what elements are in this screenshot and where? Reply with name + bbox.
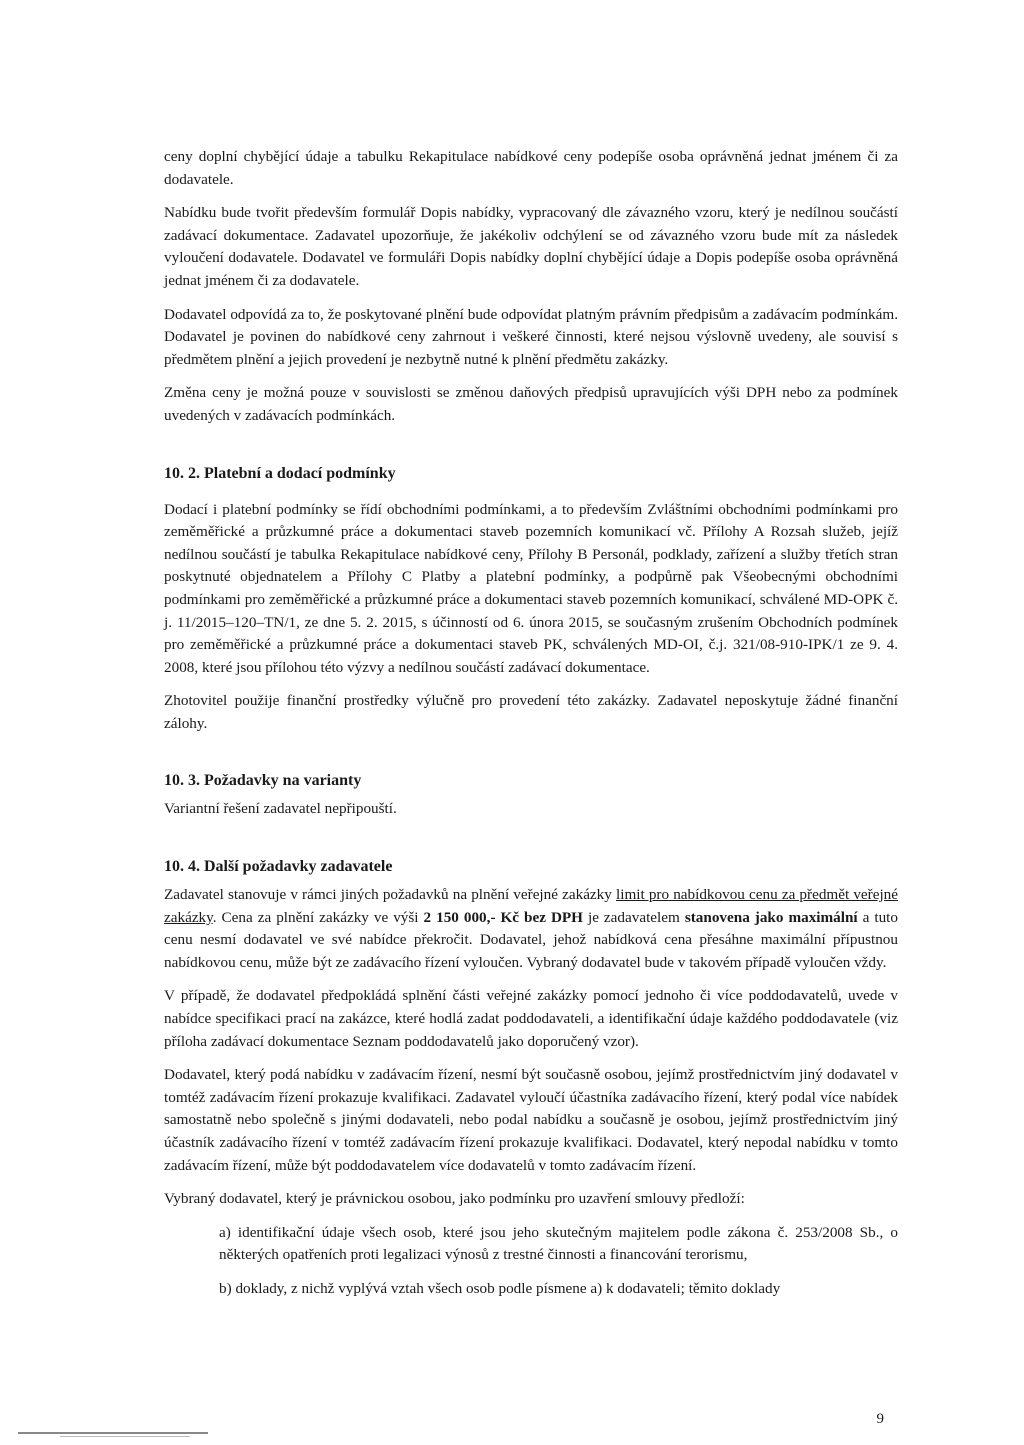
paragraph: ceny doplní chybějící údaje a tabulku Rekapitulace nabídkové ceny podepíše osoba oprávněná jednat jménem či za dodavatele. (164, 148, 898, 188)
paragraph: Dodací i platební podmínky se řídí obchodními podmínkami, a to především Zvláštními obchodními podmínkami pro zeměměřické a průzkumné práce a dokumentaci staveb pozemních komunikací vč. Přílohy A Rozsah služeb, jejíž nedílnou součástí je tabulka Rekapitulace nabídkové ceny, Přílohy B Personál, podklady, zařízení a služby třetích stran poskytnuté objednatelem a Přílohy C Platby a platební podmínky, a podpůrně pak Všeobecnými obchodními podmínkami pro zeměměřické a průzkumné práce a dokumentaci staveb pozemních komunikací, schválené MD-OPK č. j. 11/2015–120–TN/1, ze dne 5. 2. 2015, s účinností od 6. února 2015, se současným zrušením Obchodních podmínek pro zeměměřické a průzkumné práce a dokumentaci staveb PK, schválených MD-OI, č.j. 321/08-910-IPK/1 ze 9. 4. 2008, které jsou přílohou této výzvy a nedílnou součástí zadávací dokumentace. (164, 500, 898, 676)
paragraph: Změna ceny je možná pouze v souvislosti se změnou daňových předpisů upravujících výši DPH nebo za podmínek uvedených v zadávacích podmínkách. (164, 384, 898, 424)
paragraph: V případě, že dodavatel předpokládá splnění části veřejné zakázky pomocí jednoho či více poddodavatelů, uvede v nabídce specifikaci prací na zakázce, které hodlá zadat poddodavateli, a identifikační údaje každého poddodavatele (viz příloha zadávací dokumentace Seznam poddodavatelů jako doporučený vzor). (164, 987, 898, 1050)
paragraph: Dodavatel, který podá nabídku v zadávacím řízení, nesmí být současně osobou, jejímž prostřednictvím jiný dodavatel v tomtéž zadávacím řízení prokazuje kvalifikaci. Zadavatel vyloučí účastníka zadávacího řízení, který podal více nabídek samostatně nebo společně s jinými dodavateli, nebo podal nabídku a současně je osobou, jejímž prostřednictvím jiný účastník zadávacího řízení v tomtéž zadávacím řízení prokazuje kvalifikaci. Dodavatel, který nepodal nabídku v tomto zadávacím řízení, může být poddodavatelem více dodavatelů v tomto zadávacím řízení. (164, 1066, 898, 1174)
paragraph: Vybraný dodavatel, který je právnickou osobou, jako podmínku pro uzavření smlouvy předloží: (164, 1190, 745, 1208)
paragraph: Zhotovitel použije finanční prostředky výlučně pro provedení této zakázky. Zadavatel neposkytuje žádné finanční zálohy. (164, 692, 898, 732)
list-item: a) identifikační údaje všech osob, které jsou jeho skutečným majitelem podle zákona č. 253/2008 Sb., o některých opatřeních proti legalizaci výnosů z trestné činnosti a financování terorismu, (219, 1223, 898, 1264)
section-heading-10-4: 10. 4. Další požadavky zadavatele (164, 858, 393, 876)
section-heading-10-2: 10. 2. Platební a dodací podmínky (164, 464, 396, 482)
page-content (164, 146, 898, 1312)
underlined-text: limit pro nabídkovou cenu za předmět veřejné zakázky (164, 886, 899, 926)
list-item: b) doklady, z nichž vyplývá vztah všech osob podle písmene a) k dodavateli; těmito doklady (219, 1279, 781, 1297)
page-number: 9 (876, 1411, 884, 1427)
paragraph: Variantní řešení zadavatel nepřipouští. (164, 800, 397, 818)
section-heading-10-3: 10. 3. Požadavky na varianty (164, 772, 362, 790)
paragraph: Nabídku bude tvořit především formulář Dopis nabídky, vypracovaný dle závazného vzoru, který je nedílnou součástí zadávací dokumentace. Zadavatel upozorňuje, že jakékoliv odchýlení se od závazného vzoru bude mít za následek vyloučení dodavatele. Dodavatel ve formuláři Dopis nabídky doplní chybějící údaje a Dopis podepíše osoba oprávněná jednat jménem či za dodavatele. (164, 204, 898, 289)
paragraph: Dodavatel odpovídá za to, že poskytované plnění bude odpovídat platným právním předpisům a zadávacím podmínkám. Dodavatel je povinen do nabídkové ceny zahrnout i veškeré činnosti, které nejsou výslovně uvedeny, ale souvisí s předmětem plnění a jejich provedení je nezbytně nutné k plnění předmětu zakázky. (164, 305, 898, 368)
footer-rule (60, 1436, 190, 1437)
footer-rule (18, 1432, 208, 1434)
paragraph-price-limit: Zadavatel stanovuje v rámci jiných požadavků na plnění veřejné zakázky limit pro nabídkovou cenu za předmět veřejné zakázky. Cena za plnění zakázky ve výši 2 150 000,- Kč bez DPH je zadavatelem stanovena jako maximální a tuto cenu nesmí dodavatel ve své nabídce překročit. Dodavatel, jehož nabídková cena přesáhne maximální přípustnou nabídkovou cenu, může být ze zadávacího řízení vyloučen. Vybraný dodavatel bude v takovém případě vyloučen vždy. (164, 886, 899, 971)
bold-text: stanovena jako maximální (684, 908, 858, 926)
bold-text: 2 150 000,- Kč bez DPH (423, 908, 583, 926)
